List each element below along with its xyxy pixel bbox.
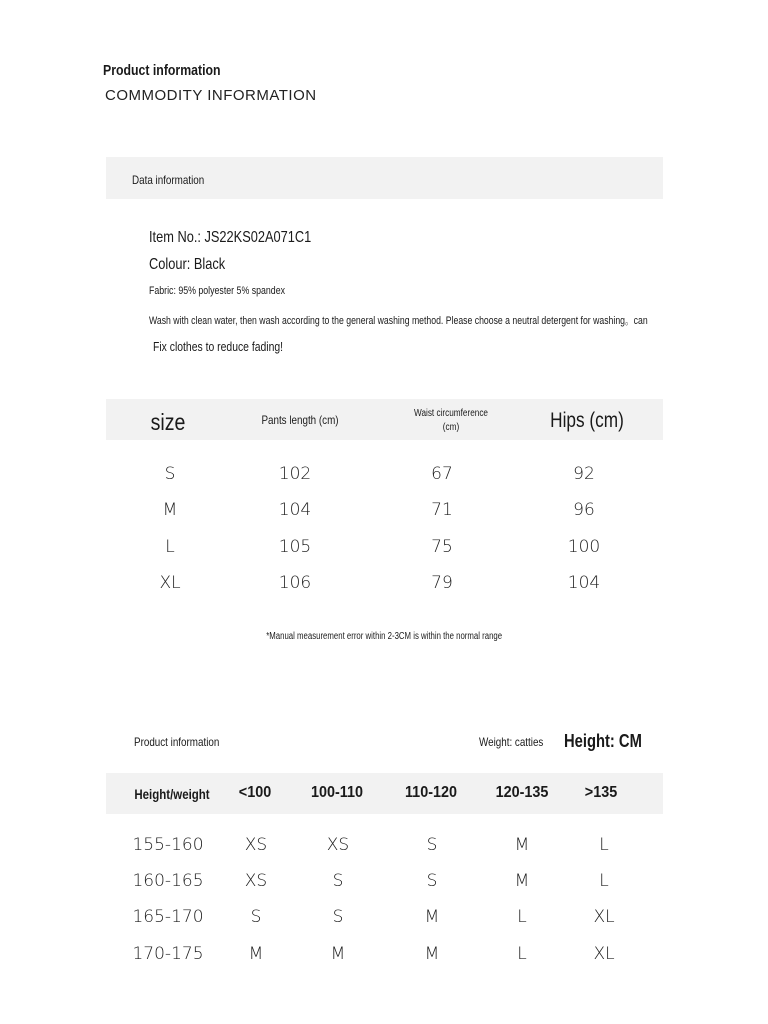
hips-cell: 96 [573, 500, 595, 520]
waist-cell: 67 [431, 464, 453, 484]
fit-size-cell: S [332, 871, 344, 891]
fit-size-cell: L [517, 944, 527, 964]
fit-size-cell: XS [244, 835, 268, 855]
waist-cell: 71 [431, 500, 453, 520]
fit-size-cell: S [250, 907, 262, 927]
waist-header: Waist circumference [414, 408, 488, 419]
hips-header: Hips (cm) [550, 409, 624, 432]
weight-range-header: <100 [238, 784, 272, 801]
size-cell: XL [159, 573, 181, 593]
weight-range-header: 110-120 [404, 784, 458, 801]
measurement-note [0, 631, 768, 642]
fit-size-cell: L [599, 835, 609, 855]
wash-instructions: Wash with clean water, then wash according to the general washing method. Please choose a neutral detergent for washing。can [149, 315, 648, 327]
size-cell: S [164, 464, 176, 484]
fit-size-cell: M [514, 835, 530, 855]
fit-size-cell: XL [593, 944, 615, 964]
data-info-band [106, 157, 663, 199]
measurement-note-text: *Manual measurement error within 2-3CM is within the normal range [266, 631, 502, 642]
size-header: size [150, 409, 186, 435]
fit-size-cell: S [426, 835, 438, 855]
pants-length-cell: 105 [278, 537, 312, 557]
waist-cell: 79 [431, 573, 453, 593]
fit-size-cell: M [330, 944, 346, 964]
weight-range-header: >135 [584, 784, 618, 801]
fit-size-cell: XL [593, 907, 615, 927]
height-cell: 155-160 [132, 835, 204, 855]
fit-size-cell: S [332, 907, 344, 927]
fit-size-cell: M [424, 944, 440, 964]
fit-size-cell: XS [326, 835, 350, 855]
hips-cell: 100 [567, 537, 601, 557]
fit-size-cell: M [248, 944, 264, 964]
page-title: Product information [103, 62, 221, 79]
fit-size-cell: L [599, 871, 609, 891]
height-cell: 170-175 [132, 944, 204, 964]
fix-note: Fix clothes to reduce fading! [153, 339, 284, 354]
weight-range-header: 120-135 [495, 784, 549, 801]
height-cell: 165-170 [132, 907, 204, 927]
fit-size-cell: S [426, 871, 438, 891]
size-cell: L [165, 537, 175, 557]
page-subtitle: COMMODITY INFORMATION [105, 87, 317, 104]
data-info-label: Data information [132, 173, 205, 187]
hips-cell: 104 [567, 573, 601, 593]
weight-range-header: 100-110 [310, 784, 364, 801]
pants-length-cell: 104 [278, 500, 312, 520]
fit-table-label: Product information [134, 735, 220, 749]
size-cell: M [162, 500, 178, 520]
waist-header-unit: (cm) [442, 422, 460, 433]
weight-unit-label: Weight: catties [479, 735, 544, 749]
height-unit-label: Height: CM [564, 731, 642, 751]
fabric: Fabric: 95% polyester 5% spandex [149, 285, 285, 297]
colour: Colour: Black [149, 256, 226, 273]
fit-size-cell: L [517, 907, 527, 927]
pants-length-cell: 102 [278, 464, 312, 484]
item-number: Item No.: JS22KS02A071C1 [149, 229, 312, 246]
hips-cell: 92 [573, 464, 595, 484]
fit-size-cell: M [514, 871, 530, 891]
height-cell: 160-165 [132, 871, 204, 891]
height-weight-header: Height/weight [134, 786, 210, 802]
pants-length-header: Pants length (cm) [261, 413, 339, 427]
waist-cell: 75 [431, 537, 453, 557]
pants-length-cell: 106 [278, 573, 312, 593]
fit-size-cell: XS [244, 871, 268, 891]
fit-size-cell: M [424, 907, 440, 927]
